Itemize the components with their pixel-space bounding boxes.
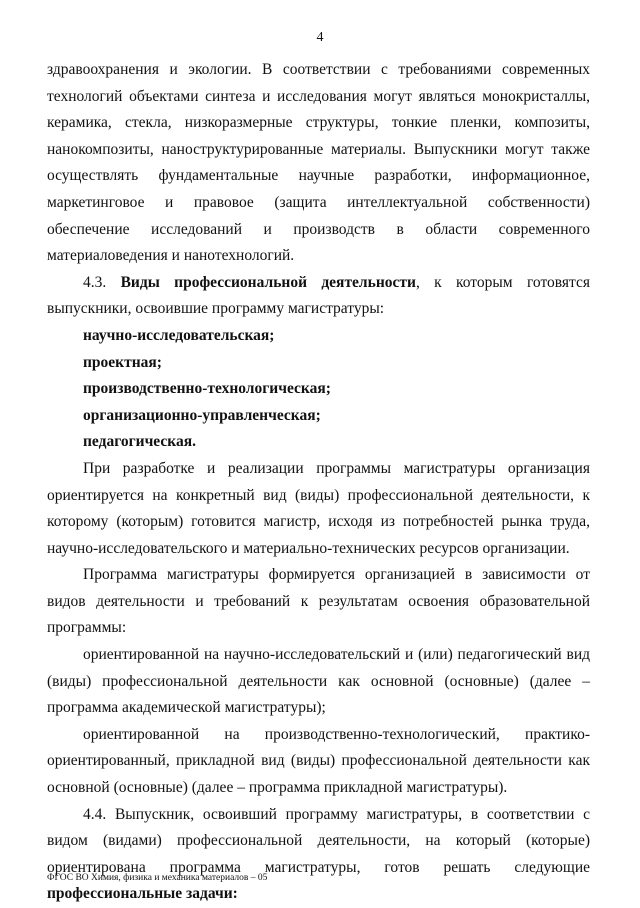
activity-type-item: производственно-технологическая; <box>83 380 331 398</box>
paragraph-formation: Программа магистратуры формируется организацией в зависимости от видов деятельности и требований к результатам освоения образовательной программы: <box>47 566 590 637</box>
section-4-4-bold-tail: профессиональные задачи <box>47 885 233 903</box>
paragraph-intro-continuation: здравоохранения и экологии. В соответствии с требованиями современных технологий объектами синтеза и исследования могут являться монокристаллы, керамика, стекла, низкоразмерные структуры, тонкие пленки, композиты, нанокомпозиты, наноструктурированные материалы. Выпускники могут также осуществлять фундаментальные научные разработки, информационное, маркетинговое и правовое (защита интеллектуальной собственности) обеспечение исследований и производств в области современного материаловедения и нанотехнологий. <box>47 61 590 265</box>
activity-type-item: организационно-управленческая; <box>83 406 321 424</box>
paragraph-orientation: При разработке и реализации программы магистратуры организация ориентируется на конкретный вид (виды) профессиональной деятельности, к которому (которым) готовится магистр, исходя из потребностей рынка труда, научно-исследовательского и материально-технических ресурсов организации. <box>47 459 590 557</box>
section-4-4-end: : <box>232 885 238 903</box>
document-body <box>47 57 590 908</box>
section-4-4-text: 4.4. Выпускник, освоивший программу магистратуры, в соответствии с видом (видами) профессиональной деятельности, на который (которые) ориентирована программа магистратуры, готов решать следующие <box>47 805 590 876</box>
paragraph-applied-program: ориентированной на производственно-технологический, практико-ориентированный, прикладной вид (виды) профессиональной деятельности как основной (основные) (далее – программа прикладной магистратуры). <box>47 725 590 797</box>
activity-type-item: проектная; <box>83 353 162 371</box>
section-4-3-bold-lead: Виды профессиональной деятельности <box>120 273 416 291</box>
section-4-3-rest: , к которым готовятся выпускники, освоившие программу магистратуры: <box>47 273 590 318</box>
section-4-3-number: 4.3. <box>83 273 121 291</box>
page-number: 4 <box>316 30 324 45</box>
section-4-4-paragraph <box>47 802 590 908</box>
section-4-3-heading <box>47 270 590 323</box>
page-footer: ФГОС ВО Химия, физика и механика материалов – 05 <box>47 873 268 883</box>
activity-types-list <box>47 323 590 456</box>
activity-type-item: педагогическая. <box>83 433 196 451</box>
paragraph-academic-program: ориентированной на научно-исследовательский и (или) педагогический вид (виды) профессиональной деятельности как основной (основные) (далее – программа академической магистратуры); <box>47 646 590 717</box>
activity-type-item: научно-исследовательская; <box>83 326 275 344</box>
